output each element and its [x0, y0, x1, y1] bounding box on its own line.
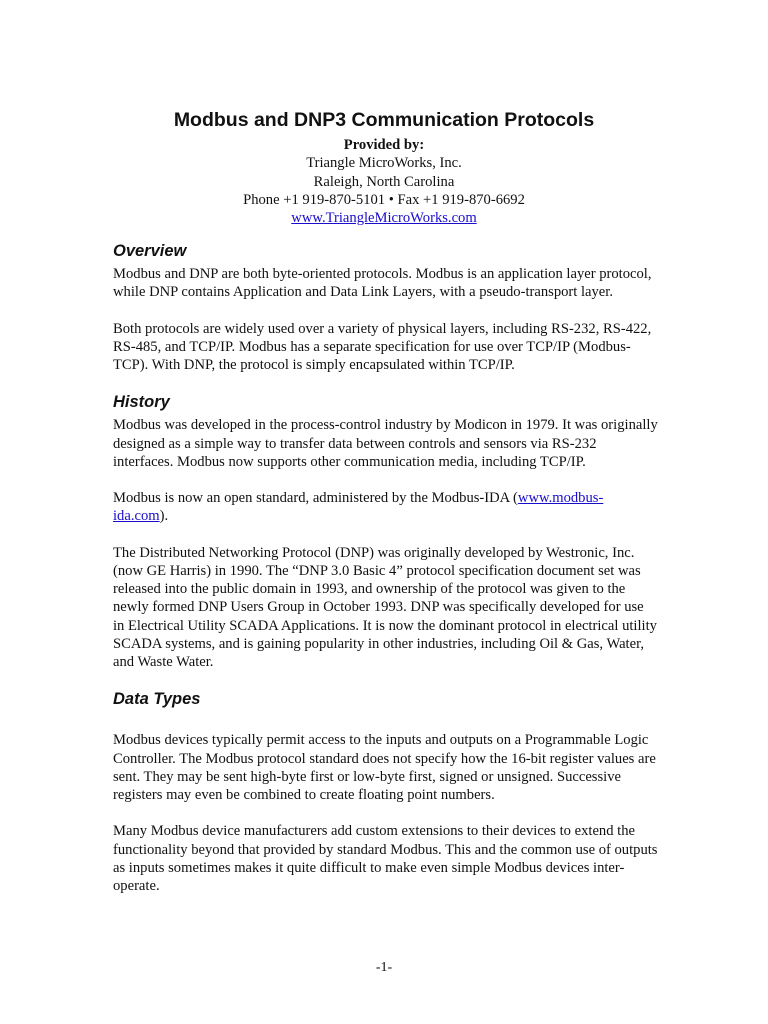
data-types-heading: Data Types: [113, 690, 201, 709]
document-body: [113, 241, 658, 913]
modbus-ida-link[interactable]: www.modbus-ida.com: [113, 490, 604, 525]
document-title: Modbus and DNP3 Communication Protocols: [173, 109, 595, 131]
website-link[interactable]: www.TriangleMicroWorks.com: [291, 210, 477, 227]
overview-section: [113, 241, 658, 374]
contact-numbers: Phone +1 919-870-5101 • Fax +1 919-870-6692: [243, 191, 525, 208]
company-name: Triangle MicroWorks, Inc.: [306, 155, 462, 172]
page-number: -1-: [375, 960, 393, 975]
data-types-section: [113, 689, 658, 895]
data-types-paragraph-2: Many Modbus device manufacturers add custom extensions to their devices to extend the functionality beyond that provided by standard Modbus. This and the common use of outputs as inputs sometimes makes it quite difficult to make even simple Modbus devices inter-operate.: [113, 823, 658, 894]
history-heading: History: [113, 393, 170, 412]
provided-by-label: Provided by:: [343, 137, 425, 153]
history-paragraph-2-end: ).: [159, 508, 169, 525]
history-paragraph-2-text: Modbus is now an open standard, administered by the Modbus-IDA (: [113, 490, 518, 507]
company-location: Raleigh, North Carolina: [313, 173, 455, 190]
history-paragraph-3: The Distributed Networking Protocol (DNP) was originally developed by Westronic, Inc. (now GE Harris) in 1990. The “DNP 3.0 Basic 4” protocol specification document set was released into the public domain in 1993, and ownership of the protocol was given to the newly formed DNP Users Group in October 1993. DNP was specifically developed for use in Electrical Utility SCADA Applications. It is now the dominant protocol in electrical utility SCADA systems, and is gaining popularity in other industries, including Oil & Gas, Water, and Waste Water.: [113, 544, 657, 670]
overview-paragraph-2: Both protocols are widely used over a variety of physical layers, including RS-232, RS-422, RS-485, and TCP/IP. Modbus has a separate specification for use over TCP/IP (Modbus-TCP). With DNP, the protocol is simply encapsulated within TCP/IP.: [113, 320, 652, 373]
overview-paragraph-1: Modbus and DNP are both byte-oriented protocols. Modbus is an application layer protocol, while DNP contains Application and Data Link Layers, with a pseudo-transport layer.: [113, 266, 652, 301]
history-paragraph-2: [113, 489, 658, 525]
history-paragraph-1: Modbus was developed in the process-control industry by Modicon in 1979. It was originally designed as a simple way to transfer data between controls and sensors via RS-232 interfaces. Modbus now supports other communication media, including TCP/IP.: [113, 417, 658, 470]
data-types-paragraph-1: Modbus devices typically permit access to the inputs and outputs on a Programmable Logic Controller. The Modbus protocol standard does not specify how the 16-bit register values are sent. They may be sent high-byte first or low-byte first, signed or unsigned. Successive registers may even be combined to create floating point numbers.: [113, 732, 656, 803]
provider-header: [0, 136, 768, 227]
history-section: [113, 392, 658, 671]
overview-heading: Overview: [113, 242, 187, 260]
